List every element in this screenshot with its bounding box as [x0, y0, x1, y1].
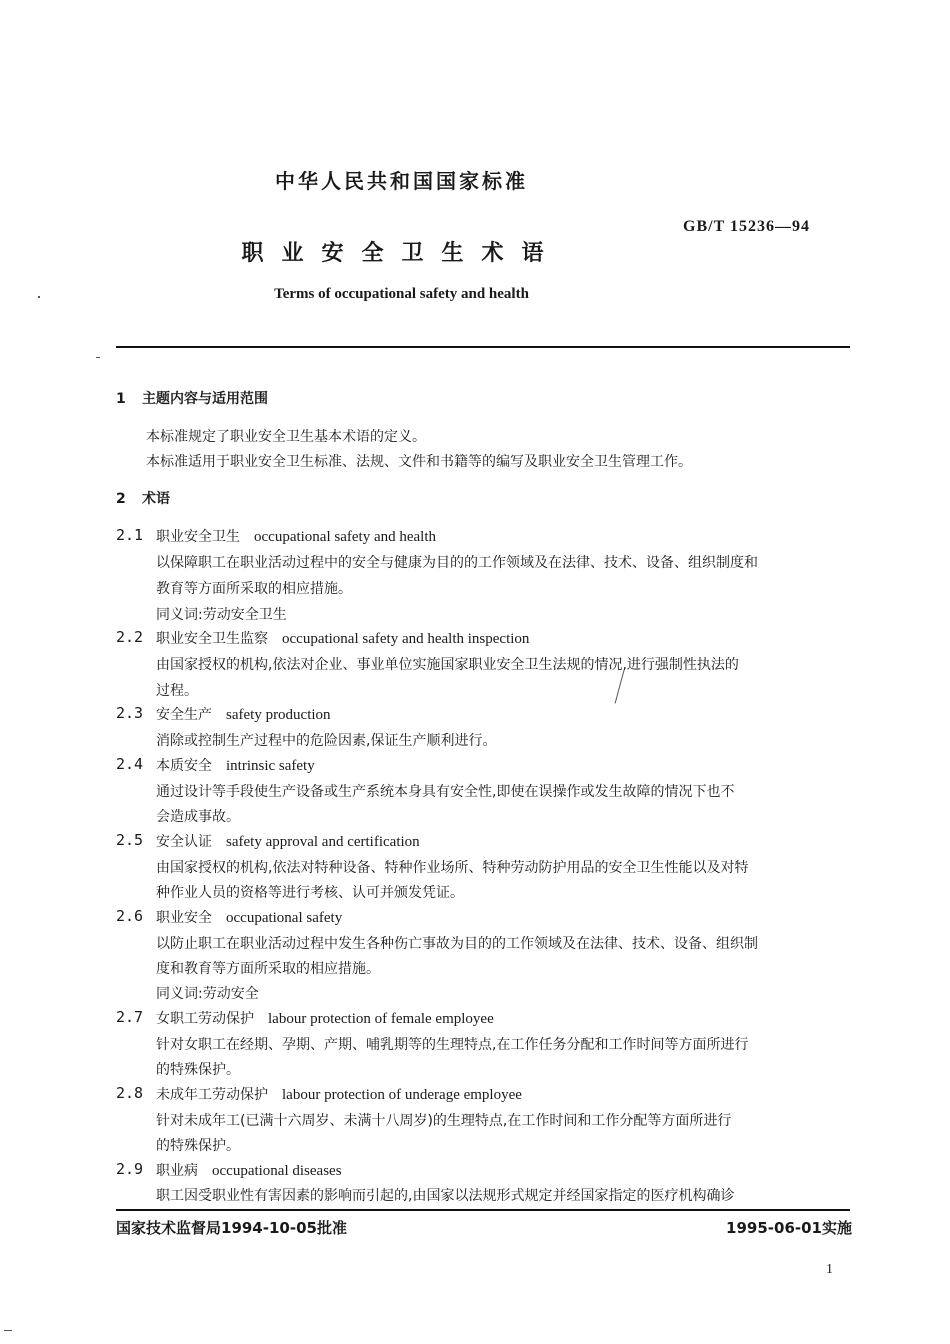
term-heading: [156, 526, 436, 546]
term-english: labour protection of female employee: [268, 1011, 494, 1027]
term-chinese: 安全认证: [156, 834, 212, 850]
term-chinese: 未成年工劳动保护: [156, 1087, 268, 1103]
term-number: 2.5: [116, 831, 144, 849]
term-heading: [156, 1008, 494, 1028]
term-heading: [156, 1084, 522, 1104]
term-english: intrinsic safety: [226, 758, 315, 774]
term-heading: [156, 1160, 342, 1180]
section-1-paragraph: 本标准适用于职业安全卫生标准、法规、文件和书籍等的编写及职业安全卫生管理工作。: [146, 454, 692, 470]
scan-artifact: [615, 670, 625, 703]
term-definition-line: 教育等方面所采取的相应措施。: [156, 581, 352, 597]
term-definition-line: 会造成事故。: [156, 809, 240, 825]
term-chinese: 本质安全: [156, 758, 212, 774]
term-number: 2.9: [116, 1160, 144, 1178]
term-number: 2.1: [116, 526, 144, 544]
term-heading: [156, 628, 529, 648]
approval-date: 国家技术监督局1994-10-05批准: [116, 1219, 347, 1237]
section-2-heading: [116, 488, 170, 508]
term-heading: [156, 831, 420, 851]
term-number: 2.2: [116, 628, 144, 646]
term-chinese: 职业安全卫生监察: [156, 631, 268, 647]
term-number: 2.4: [116, 755, 144, 773]
document-subtitle-english: Terms of occupational safety and health: [274, 286, 529, 302]
term-heading: [156, 907, 342, 927]
term-chinese: 职业安全: [156, 910, 212, 926]
section-2-title: 术语: [142, 491, 170, 507]
term-english: occupational safety: [226, 910, 343, 926]
term-number: 2.8: [116, 1084, 144, 1102]
term-synonym: 同义词:劳动安全: [156, 986, 259, 1002]
term-definition-line: 职工因受职业性有害因素的影响而引起的,由国家以法规形式规定并经国家指定的医疗机构确诊: [156, 1188, 735, 1204]
term-number: 2.3: [116, 704, 144, 722]
term-definition-line: 的特殊保护。: [156, 1062, 240, 1078]
term-chinese: 职业安全卫生: [156, 529, 240, 545]
scan-artifact: [4, 1330, 12, 1331]
section-1-heading: [116, 388, 268, 408]
term-chinese: 安全生产: [156, 707, 212, 723]
term-number: 2.7: [116, 1008, 144, 1026]
section-1-title: 主题内容与适用范围: [142, 391, 268, 407]
country-standard-label: 中华人民共和国国家标准: [275, 169, 528, 193]
term-definition-line: 针对未成年工(已满十六周岁、未满十八周岁)的生理特点,在工作时间和工作分配等方面所进行: [156, 1113, 732, 1129]
term-definition-line: 以防止职工在职业活动过程中发生各种伤亡事故为目的的工作领域及在法律、技术、设备、组织制: [156, 936, 758, 952]
term-definition-line: 种作业人员的资格等进行考核、认可并颁发凭证。: [156, 885, 464, 901]
term-definition-line: 针对女职工在经期、孕期、产期、哺乳期等的生理特点,在工作任务分配和工作时间等方面所进行: [156, 1037, 749, 1053]
page-number: 1: [826, 1262, 833, 1277]
term-english: safety production: [226, 707, 331, 723]
term-english: occupational safety and health inspection: [282, 631, 530, 647]
term-heading: [156, 704, 331, 724]
term-definition-line: 度和教育等方面所采取的相应措施。: [156, 961, 380, 977]
effective-date: 1995-06-01实施: [726, 1219, 852, 1237]
term-definition-line: 过程。: [156, 683, 198, 699]
term-heading: [156, 755, 315, 775]
term-synonym: 同义词:劳动安全卫生: [156, 607, 287, 623]
term-number: 2.6: [116, 907, 144, 925]
term-definition-line: 以保障职工在职业活动过程中的安全与健康为目的的工作领域及在法律、技术、设备、组织制度和: [156, 555, 758, 571]
standard-code: GB/T 15236—94: [683, 218, 810, 235]
term-definition-line: 消除或控制生产过程中的危险因素,保证生产顺利进行。: [156, 733, 497, 749]
term-definition-line: 通过设计等手段使生产设备或生产系统本身具有安全性,即使在误操作或发生故障的情况下也不: [156, 784, 735, 800]
document-title: 职业安全卫生术语: [241, 241, 562, 266]
header-divider: [116, 346, 850, 348]
footer-divider: [116, 1209, 850, 1211]
section-2-number: 2: [116, 491, 126, 507]
term-english: labour protection of underage employee: [282, 1087, 522, 1103]
scan-artifact: [96, 357, 100, 358]
term-english: safety approval and certification: [226, 834, 420, 850]
section-1-number: 1: [116, 391, 126, 407]
term-chinese: 职业病: [156, 1163, 198, 1179]
term-english: occupational diseases: [212, 1163, 342, 1179]
term-definition-line: 由国家授权的机构,依法对企业、事业单位实施国家职业安全卫生法规的情况,进行强制性执法的: [156, 657, 739, 673]
section-1-paragraph: 本标准规定了职业安全卫生基本术语的定义。: [146, 429, 426, 445]
term-chinese: 女职工劳动保护: [156, 1011, 254, 1027]
term-english: occupational safety and health: [254, 529, 437, 545]
term-definition-line: 的特殊保护。: [156, 1138, 240, 1154]
term-definition-line: 由国家授权的机构,依法对特种设备、特种作业场所、特种劳动防护用品的安全卫生性能以及对特: [156, 860, 749, 876]
scan-artifact: [38, 296, 40, 298]
